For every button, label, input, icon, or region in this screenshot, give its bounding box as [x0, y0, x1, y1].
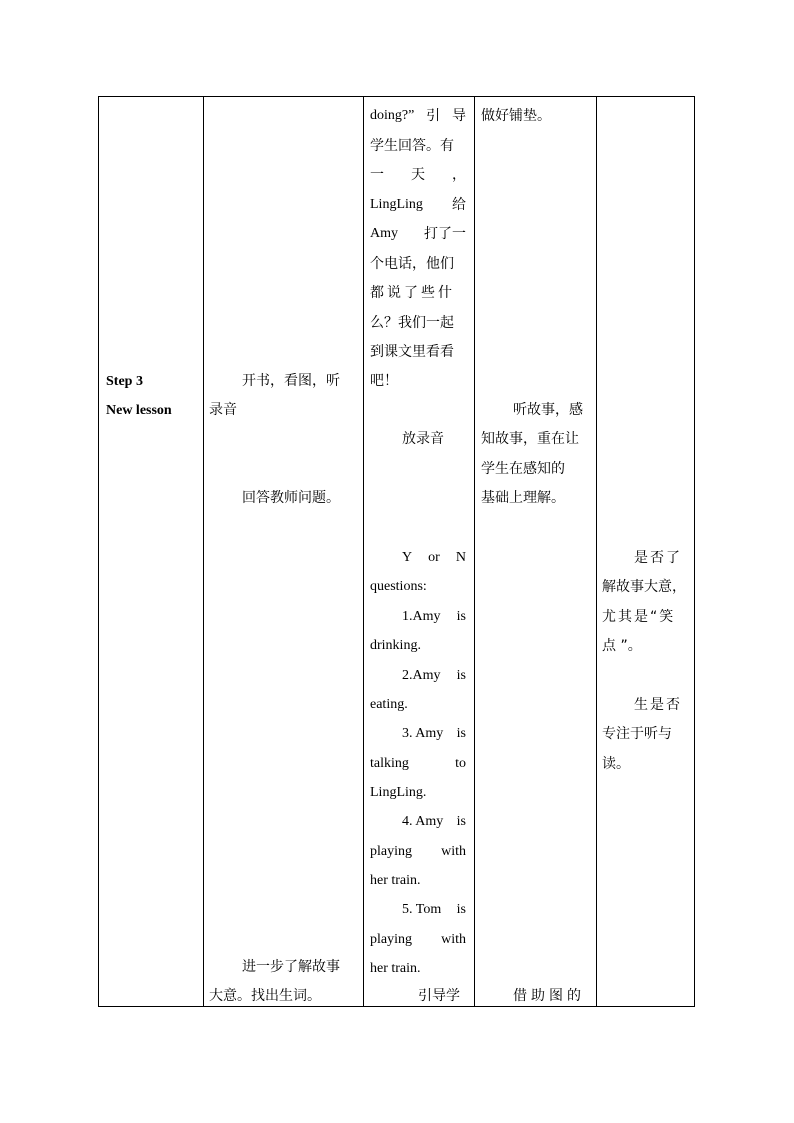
step-label: Step 3 [106, 374, 143, 389]
student-activity-line: 录音 [209, 402, 237, 418]
question-item: 2.Amy is [402, 668, 466, 683]
question-item: playing with [370, 932, 466, 947]
question-item: playing with [370, 844, 466, 859]
student-activity-line: 大意。找出生词。 [209, 988, 321, 1004]
question-item: 4. Amy is [402, 814, 466, 829]
assessment-line: 是否了 [634, 550, 682, 566]
teacher-activity-line: 吧！ [370, 373, 398, 389]
assessment-line: 专注于听与 [602, 726, 672, 742]
student-activity-line: 开书，看图，听 [242, 373, 340, 389]
assessment-line: 解故事大意， [602, 579, 686, 595]
assessment-line: 生是否 [634, 697, 682, 713]
question-item: talking to [370, 756, 466, 771]
question-item: eating. [370, 697, 408, 712]
intent-line: 做好铺垫。 [481, 108, 551, 124]
question-item: her train. [370, 873, 421, 888]
column-divider [363, 97, 364, 1006]
question-item: LingLing. [370, 785, 427, 800]
intent-line: 听故事，感 [513, 402, 583, 418]
assessment-line: 读。 [602, 756, 630, 772]
teacher-activity-line: 么？我们一起 [370, 315, 454, 331]
teacher-activity-line: Amy 打了一 [370, 226, 466, 242]
assessment-line: 尤其是“笑 [602, 609, 676, 625]
teacher-activity-line: 都说了些什 [370, 285, 455, 301]
question-item: 3. Amy is [402, 726, 466, 741]
teacher-activity-line: 学生回答。有 [370, 138, 454, 154]
intent-line: 知故事，重在让 [481, 431, 579, 447]
student-activity-line: 进一步了解故事 [242, 959, 340, 975]
teacher-activity-line: 一 天 ， [370, 167, 466, 183]
question-intro: Y or N [402, 550, 466, 565]
student-activity-line: 回答教师问题。 [242, 490, 340, 506]
teacher-activity-line: LingLing 给 [370, 197, 466, 213]
column-divider [596, 97, 597, 1006]
question-item: 1.Amy is [402, 609, 466, 624]
teacher-activity-line: 引导学 [418, 988, 460, 1004]
teacher-activity-line: 到课文里看看 [370, 344, 454, 360]
teacher-activity-line: 放录音 [402, 431, 444, 447]
question-intro: questions: [370, 579, 427, 594]
question-item: drinking. [370, 638, 421, 653]
intent-line: 基础上理解。 [481, 490, 565, 506]
column-divider [474, 97, 475, 1006]
intent-line: 借助图的 [513, 988, 585, 1004]
question-item: 5. Tom is [402, 902, 466, 917]
assessment-line: 点 ”。 [602, 638, 642, 654]
teacher-activity-line: 个电话，他们 [370, 256, 454, 272]
question-item: her train. [370, 961, 421, 976]
teacher-activity-line: doing?” 引 导 [370, 108, 466, 124]
intent-line: 学生在感知的 [481, 461, 565, 477]
column-divider [203, 97, 204, 1006]
step-title: New lesson [106, 403, 172, 418]
